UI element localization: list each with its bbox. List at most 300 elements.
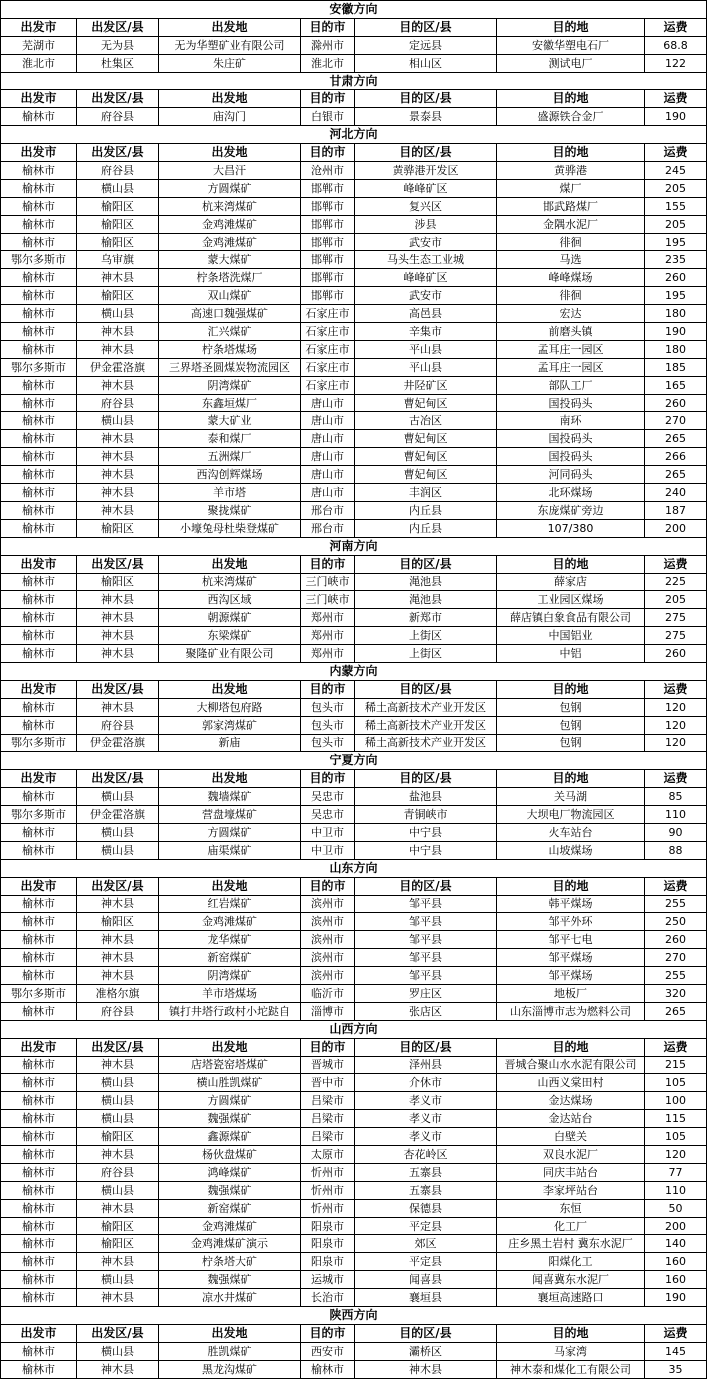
- cell-dest-city: 忻州市: [301, 1163, 355, 1181]
- cell-origin-city: 榆林市: [1, 823, 77, 841]
- cell-origin-district: 横山县: [77, 1110, 159, 1128]
- cell-origin-place: 黑龙沟煤矿: [159, 1360, 301, 1378]
- cell-dest-place: 国投码头: [497, 430, 645, 448]
- cell-origin-city: 榆林市: [1, 1253, 77, 1271]
- column-header-dest-city: 目的市: [301, 877, 355, 895]
- cell-origin-city: 榆林市: [1, 698, 77, 716]
- cell-origin-district: 神木县: [77, 340, 159, 358]
- cell-origin-city: 榆林市: [1, 1360, 77, 1378]
- cell-origin-place: 龙华煤矿: [159, 931, 301, 949]
- cell-dest-place: 山坡煤场: [497, 841, 645, 859]
- column-header-freight: 运费: [645, 90, 707, 108]
- cell-origin-place: 胜凯煤矿: [159, 1342, 301, 1360]
- cell-dest-place: 山东淄博市志为燃料公司: [497, 1002, 645, 1020]
- cell-origin-city: 榆林市: [1, 1235, 77, 1253]
- cell-dest-district: 五寨县: [355, 1163, 497, 1181]
- cell-origin-district: 神木县: [77, 609, 159, 627]
- cell-freight: 195: [645, 287, 707, 305]
- cell-dest-district: 上街区: [355, 645, 497, 663]
- table-row: [1, 895, 707, 913]
- cell-origin-district: 神木县: [77, 591, 159, 609]
- table-row: [1, 501, 707, 519]
- cell-dest-district: 高邑县: [355, 305, 497, 323]
- column-header-dest-city: 目的市: [301, 18, 355, 36]
- cell-freight: 260: [645, 269, 707, 287]
- column-header-dest-place: 目的地: [497, 555, 645, 573]
- cell-dest-district: 景泰县: [355, 108, 497, 126]
- cell-dest-district: 介休市: [355, 1074, 497, 1092]
- table-row: [1, 1289, 707, 1307]
- header-row: [1, 18, 707, 36]
- column-header-freight: 运费: [645, 1038, 707, 1056]
- cell-dest-district: 武安市: [355, 287, 497, 305]
- cell-dest-city: 石家庄市: [301, 376, 355, 394]
- column-header-origin-city: 出发市: [1, 555, 77, 573]
- cell-dest-place: 包钢: [497, 716, 645, 734]
- cell-origin-place: 东梁煤矿: [159, 627, 301, 645]
- cell-freight: 122: [645, 54, 707, 72]
- cell-freight: 85: [645, 788, 707, 806]
- cell-dest-city: 包头市: [301, 716, 355, 734]
- cell-dest-place: 北环煤场: [497, 484, 645, 502]
- cell-freight: 320: [645, 984, 707, 1002]
- cell-dest-place: 安徽华塑电石厂: [497, 36, 645, 54]
- column-header-origin-district: 出发区/县: [77, 877, 159, 895]
- cell-origin-district: 神木县: [77, 645, 159, 663]
- section-title: 山西方向: [1, 1020, 707, 1038]
- table-row: [1, 54, 707, 72]
- table-row: [1, 591, 707, 609]
- cell-dest-district: 稀土高新技术产业开发区: [355, 734, 497, 752]
- cell-dest-place: 晋城合聚山水水泥有限公司: [497, 1056, 645, 1074]
- cell-origin-district: 横山县: [77, 1181, 159, 1199]
- cell-dest-city: 唐山市: [301, 466, 355, 484]
- cell-origin-district: 榆阳区: [77, 1235, 159, 1253]
- cell-dest-place: 包钢: [497, 734, 645, 752]
- cell-dest-district: 泽州县: [355, 1056, 497, 1074]
- cell-freight: 275: [645, 609, 707, 627]
- cell-origin-place: 金鸡滩煤矿: [159, 233, 301, 251]
- cell-origin-district: 神木县: [77, 967, 159, 985]
- cell-freight: 187: [645, 501, 707, 519]
- cell-origin-place: 汇兴煤矿: [159, 323, 301, 341]
- cell-origin-district: 神木县: [77, 949, 159, 967]
- cell-dest-district: 中宁县: [355, 841, 497, 859]
- cell-origin-city: 鄂尔多斯市: [1, 984, 77, 1002]
- table-row: [1, 698, 707, 716]
- section-title: 陕西方向: [1, 1307, 707, 1325]
- table-row: [1, 734, 707, 752]
- cell-freight: 68.8: [645, 36, 707, 54]
- cell-origin-place: 柠条塔洗煤厂: [159, 269, 301, 287]
- cell-origin-district: 榆阳区: [77, 287, 159, 305]
- cell-origin-place: 西沟区域: [159, 591, 301, 609]
- column-header-origin-district: 出发区/县: [77, 1038, 159, 1056]
- cell-dest-district: 闻喜县: [355, 1271, 497, 1289]
- cell-origin-district: 无为县: [77, 36, 159, 54]
- cell-dest-district: 神木县: [355, 1360, 497, 1378]
- section-title-row: [1, 1, 707, 19]
- cell-freight: 160: [645, 1271, 707, 1289]
- column-header-origin-district: 出发区/县: [77, 770, 159, 788]
- cell-origin-district: 准格尔旗: [77, 984, 159, 1002]
- cell-dest-place: 邯武路煤厂: [497, 197, 645, 215]
- cell-dest-city: 晋中市: [301, 1074, 355, 1092]
- cell-origin-place: 庙沟门: [159, 108, 301, 126]
- table-row: [1, 179, 707, 197]
- cell-origin-place: 羊市塔煤场: [159, 984, 301, 1002]
- cell-origin-district: 神木县: [77, 430, 159, 448]
- column-header-freight: 运费: [645, 680, 707, 698]
- cell-origin-place: 方圆煤矿: [159, 179, 301, 197]
- cell-freight: 205: [645, 215, 707, 233]
- cell-dest-district: 曹妃甸区: [355, 394, 497, 412]
- cell-dest-district: 邹平县: [355, 895, 497, 913]
- cell-dest-city: 唐山市: [301, 394, 355, 412]
- table-row: [1, 967, 707, 985]
- column-header-dest-city: 目的市: [301, 90, 355, 108]
- cell-dest-city: 石家庄市: [301, 358, 355, 376]
- cell-origin-place: 蒙大煤矿: [159, 251, 301, 269]
- cell-origin-place: 庙渠煤矿: [159, 841, 301, 859]
- cell-dest-place: 邹平煤场: [497, 967, 645, 985]
- column-header-dest-city: 目的市: [301, 555, 355, 573]
- cell-origin-city: 淮北市: [1, 54, 77, 72]
- table-row: [1, 323, 707, 341]
- cell-origin-district: 榆阳区: [77, 519, 159, 537]
- cell-dest-place: 关马湖: [497, 788, 645, 806]
- column-header-dest-city: 目的市: [301, 1324, 355, 1342]
- cell-freight: 270: [645, 412, 707, 430]
- cell-dest-city: 晋城市: [301, 1056, 355, 1074]
- cell-dest-district: 相山区: [355, 54, 497, 72]
- cell-freight: 165: [645, 376, 707, 394]
- cell-origin-district: 榆阳区: [77, 1128, 159, 1146]
- cell-origin-city: 榆林市: [1, 1271, 77, 1289]
- cell-dest-district: 涉县: [355, 215, 497, 233]
- cell-freight: 140: [645, 1235, 707, 1253]
- table-row: [1, 1181, 707, 1199]
- cell-dest-district: 平山县: [355, 340, 497, 358]
- cell-dest-district: 邹平县: [355, 913, 497, 931]
- cell-origin-city: 榆林市: [1, 949, 77, 967]
- table-row: [1, 1217, 707, 1235]
- table-row: [1, 305, 707, 323]
- cell-dest-district: 邹平县: [355, 967, 497, 985]
- cell-origin-district: 杜集区: [77, 54, 159, 72]
- cell-freight: 50: [645, 1199, 707, 1217]
- cell-freight: 250: [645, 913, 707, 931]
- cell-dest-place: 测试电厂: [497, 54, 645, 72]
- table-row: [1, 1002, 707, 1020]
- cell-origin-city: 榆林市: [1, 841, 77, 859]
- section-title: 宁夏方向: [1, 752, 707, 770]
- cell-freight: 35: [645, 1360, 707, 1378]
- cell-dest-district: 古冶区: [355, 412, 497, 430]
- cell-dest-city: 石家庄市: [301, 340, 355, 358]
- cell-origin-place: 羊市塔: [159, 484, 301, 502]
- cell-dest-place: 包钢: [497, 698, 645, 716]
- column-header-origin-city: 出发市: [1, 90, 77, 108]
- cell-dest-district: 邹平县: [355, 931, 497, 949]
- cell-origin-district: 横山县: [77, 1092, 159, 1110]
- column-header-dest-district: 目的区/县: [355, 18, 497, 36]
- header-row: [1, 770, 707, 788]
- cell-dest-district: 峰峰矿区: [355, 179, 497, 197]
- cell-dest-city: 阳泉市: [301, 1253, 355, 1271]
- table-row: [1, 1056, 707, 1074]
- column-header-dest-place: 目的地: [497, 1324, 645, 1342]
- cell-origin-city: 榆林市: [1, 1128, 77, 1146]
- cell-dest-place: 盛源铁合金厂: [497, 108, 645, 126]
- cell-origin-city: 榆林市: [1, 233, 77, 251]
- cell-dest-place: 前磨头镇: [497, 323, 645, 341]
- cell-origin-place: 鸿峰煤矿: [159, 1163, 301, 1181]
- cell-freight: 225: [645, 573, 707, 591]
- cell-dest-place: 大坝电厂物流园区: [497, 806, 645, 824]
- table-row: [1, 251, 707, 269]
- cell-origin-place: 阴湾煤矿: [159, 967, 301, 985]
- cell-origin-city: 榆林市: [1, 1163, 77, 1181]
- cell-origin-place: 无为华塑矿业有限公司: [159, 36, 301, 54]
- cell-dest-place: 地板厂: [497, 984, 645, 1002]
- header-row: [1, 1038, 707, 1056]
- cell-origin-district: 横山县: [77, 179, 159, 197]
- table-row: [1, 430, 707, 448]
- cell-origin-city: 榆林市: [1, 931, 77, 949]
- cell-dest-district: 中宁县: [355, 823, 497, 841]
- cell-dest-city: 淄博市: [301, 1002, 355, 1020]
- cell-origin-district: 府谷县: [77, 162, 159, 180]
- cell-dest-district: 杏花岭区: [355, 1146, 497, 1164]
- cell-freight: 245: [645, 162, 707, 180]
- cell-dest-district: 盐池县: [355, 788, 497, 806]
- cell-origin-city: 榆林市: [1, 287, 77, 305]
- cell-dest-city: 吕梁市: [301, 1110, 355, 1128]
- cell-origin-district: 神木县: [77, 1056, 159, 1074]
- cell-origin-place: 方圆煤矿: [159, 823, 301, 841]
- table-row: [1, 609, 707, 627]
- cell-dest-city: 邯郸市: [301, 179, 355, 197]
- cell-origin-district: 神木县: [77, 698, 159, 716]
- cell-freight: 275: [645, 627, 707, 645]
- cell-dest-district: 张店区: [355, 1002, 497, 1020]
- header-row: [1, 680, 707, 698]
- cell-dest-city: 阳泉市: [301, 1235, 355, 1253]
- table-row: [1, 233, 707, 251]
- cell-freight: 120: [645, 698, 707, 716]
- cell-dest-city: 沧州市: [301, 162, 355, 180]
- cell-dest-district: 孝义市: [355, 1110, 497, 1128]
- cell-freight: 190: [645, 323, 707, 341]
- cell-dest-city: 包头市: [301, 734, 355, 752]
- cell-freight: 115: [645, 1110, 707, 1128]
- cell-origin-city: 鄂尔多斯市: [1, 806, 77, 824]
- cell-origin-city: 榆林市: [1, 519, 77, 537]
- cell-origin-place: 朝源煤矿: [159, 609, 301, 627]
- cell-origin-city: 榆林市: [1, 1002, 77, 1020]
- cell-dest-city: 郑州市: [301, 627, 355, 645]
- column-header-origin-place: 出发地: [159, 680, 301, 698]
- column-header-dest-place: 目的地: [497, 680, 645, 698]
- cell-dest-place: 邹平外环: [497, 913, 645, 931]
- cell-freight: 77: [645, 1163, 707, 1181]
- cell-freight: 110: [645, 806, 707, 824]
- cell-dest-district: 郊区: [355, 1235, 497, 1253]
- cell-dest-place: 中国铝业: [497, 627, 645, 645]
- cell-dest-city: 榆林市: [301, 1360, 355, 1378]
- cell-origin-district: 横山县: [77, 1074, 159, 1092]
- table-row: [1, 340, 707, 358]
- column-header-origin-city: 出发市: [1, 144, 77, 162]
- cell-dest-city: 石家庄市: [301, 323, 355, 341]
- table-row: [1, 1146, 707, 1164]
- cell-dest-city: 包头市: [301, 698, 355, 716]
- cell-freight: 110: [645, 1181, 707, 1199]
- table-row: [1, 1110, 707, 1128]
- cell-origin-district: 横山县: [77, 412, 159, 430]
- cell-origin-city: 榆林市: [1, 108, 77, 126]
- cell-origin-district: 伊金霍洛旗: [77, 358, 159, 376]
- cell-origin-city: 榆林市: [1, 215, 77, 233]
- section-title-row: [1, 859, 707, 877]
- cell-origin-city: 鄂尔多斯市: [1, 734, 77, 752]
- cell-origin-place: 泰和煤厂: [159, 430, 301, 448]
- cell-dest-place: 阳煤化工: [497, 1253, 645, 1271]
- cell-dest-city: 邢台市: [301, 519, 355, 537]
- column-header-dest-district: 目的区/县: [355, 1038, 497, 1056]
- header-row: [1, 90, 707, 108]
- cell-origin-district: 榆阳区: [77, 197, 159, 215]
- cell-freight: 190: [645, 108, 707, 126]
- cell-freight: 105: [645, 1128, 707, 1146]
- cell-freight: 88: [645, 841, 707, 859]
- section-title-row: [1, 72, 707, 90]
- cell-dest-place: 韩平煤场: [497, 895, 645, 913]
- cell-origin-place: 柠条塔煤场: [159, 340, 301, 358]
- table-row: [1, 215, 707, 233]
- cell-dest-district: 襄垣县: [355, 1289, 497, 1307]
- cell-origin-place: 郭家湾煤矿: [159, 716, 301, 734]
- cell-dest-district: 渑池县: [355, 591, 497, 609]
- cell-origin-place: 杭来湾煤矿: [159, 197, 301, 215]
- cell-dest-city: 邯郸市: [301, 197, 355, 215]
- table-row: [1, 376, 707, 394]
- cell-origin-place: 杨伙盘煤矿: [159, 1146, 301, 1164]
- cell-dest-city: 淮北市: [301, 54, 355, 72]
- cell-dest-place: 邹平煤场: [497, 949, 645, 967]
- table-row: [1, 949, 707, 967]
- table-row: [1, 448, 707, 466]
- section-title-row: [1, 126, 707, 144]
- cell-origin-district: 府谷县: [77, 108, 159, 126]
- section-title: 内蒙方向: [1, 662, 707, 680]
- cell-origin-place: 杭来湾煤矿: [159, 573, 301, 591]
- cell-freight: 235: [645, 251, 707, 269]
- header-row: [1, 555, 707, 573]
- cell-dest-place: 马家湾: [497, 1342, 645, 1360]
- cell-dest-district: 内丘县: [355, 501, 497, 519]
- cell-origin-city: 榆林市: [1, 501, 77, 519]
- cell-dest-city: 中卫市: [301, 823, 355, 841]
- column-header-origin-place: 出发地: [159, 18, 301, 36]
- column-header-dest-city: 目的市: [301, 1038, 355, 1056]
- cell-freight: 200: [645, 519, 707, 537]
- cell-origin-city: 榆林市: [1, 323, 77, 341]
- cell-origin-district: 神木县: [77, 466, 159, 484]
- column-header-dest-district: 目的区/县: [355, 877, 497, 895]
- cell-freight: 185: [645, 358, 707, 376]
- cell-freight: 190: [645, 1289, 707, 1307]
- cell-origin-city: 榆林市: [1, 913, 77, 931]
- section-title-row: [1, 752, 707, 770]
- cell-freight: 260: [645, 931, 707, 949]
- cell-dest-city: 滨州市: [301, 931, 355, 949]
- cell-freight: 265: [645, 430, 707, 448]
- cell-dest-city: 阳泉市: [301, 1217, 355, 1235]
- column-header-origin-city: 出发市: [1, 877, 77, 895]
- cell-origin-city: 榆林市: [1, 412, 77, 430]
- cell-dest-district: 武安市: [355, 233, 497, 251]
- cell-dest-district: 丰润区: [355, 484, 497, 502]
- cell-dest-place: 化工厂: [497, 1217, 645, 1235]
- cell-origin-city: 榆林市: [1, 1092, 77, 1110]
- cell-origin-city: 榆林市: [1, 340, 77, 358]
- cell-freight: 180: [645, 340, 707, 358]
- cell-freight: 145: [645, 1342, 707, 1360]
- cell-dest-city: 忻州市: [301, 1181, 355, 1199]
- cell-dest-place: 李家坪站台: [497, 1181, 645, 1199]
- cell-origin-city: 榆林市: [1, 448, 77, 466]
- table-row: [1, 931, 707, 949]
- header-row: [1, 1324, 707, 1342]
- cell-dest-place: 神木泰和煤化工有限公司: [497, 1360, 645, 1378]
- cell-origin-place: 魏强煤矿: [159, 1110, 301, 1128]
- cell-origin-city: 榆林市: [1, 788, 77, 806]
- cell-origin-place: 金鸡滩煤矿演示: [159, 1235, 301, 1253]
- cell-origin-place: 五洲煤厂: [159, 448, 301, 466]
- cell-freight: 120: [645, 716, 707, 734]
- section-title-row: [1, 1307, 707, 1325]
- column-header-origin-city: 出发市: [1, 770, 77, 788]
- cell-dest-place: 双良水泥厂: [497, 1146, 645, 1164]
- cell-dest-district: 峰峰矿区: [355, 269, 497, 287]
- cell-dest-district: 辛集市: [355, 323, 497, 341]
- column-header-origin-place: 出发地: [159, 90, 301, 108]
- cell-dest-place: 庄乡黑土岩村 冀东水泥厂: [497, 1235, 645, 1253]
- cell-origin-city: 榆林市: [1, 1217, 77, 1235]
- cell-dest-district: 上街区: [355, 627, 497, 645]
- cell-dest-city: 唐山市: [301, 412, 355, 430]
- table-row: [1, 1074, 707, 1092]
- cell-dest-city: 吕梁市: [301, 1128, 355, 1146]
- cell-dest-city: 忻州市: [301, 1199, 355, 1217]
- cell-dest-district: 马头生态工业城: [355, 251, 497, 269]
- cell-origin-city: 榆林市: [1, 967, 77, 985]
- table-row: [1, 1253, 707, 1271]
- cell-origin-place: 新窑煤矿: [159, 1199, 301, 1217]
- cell-origin-city: 榆林市: [1, 627, 77, 645]
- cell-origin-district: 神木县: [77, 1199, 159, 1217]
- cell-dest-city: 中卫市: [301, 841, 355, 859]
- cell-origin-city: 榆林市: [1, 1146, 77, 1164]
- cell-origin-city: 榆林市: [1, 197, 77, 215]
- cell-dest-city: 郑州市: [301, 645, 355, 663]
- cell-freight: 100: [645, 1092, 707, 1110]
- cell-freight: 266: [645, 448, 707, 466]
- cell-origin-city: 榆林市: [1, 430, 77, 448]
- cell-origin-district: 神木县: [77, 1253, 159, 1271]
